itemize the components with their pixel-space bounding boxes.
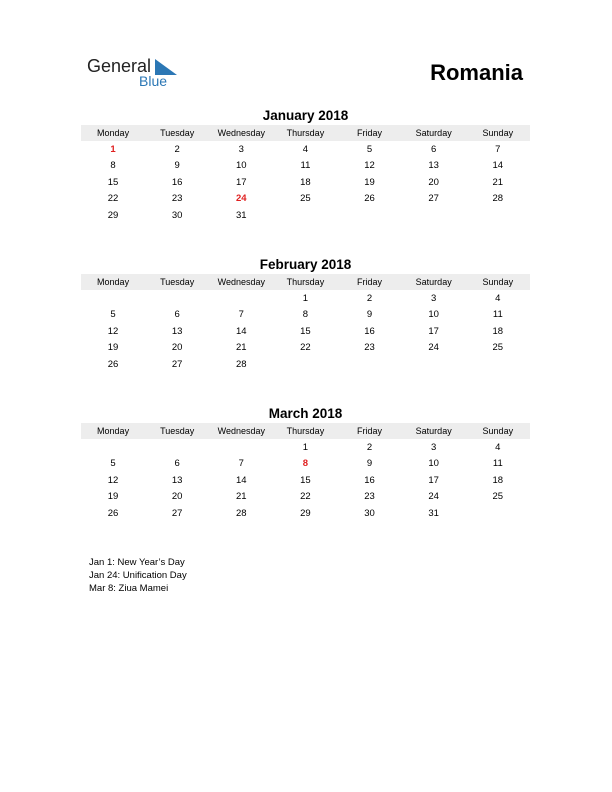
logo-blue-text: Blue (139, 73, 168, 89)
day-cell: 5 (110, 458, 116, 470)
week-row (81, 141, 530, 158)
day-cell: 15 (300, 325, 311, 337)
weekday-label: Sunday (482, 277, 514, 287)
week-row (81, 290, 530, 307)
day-cell: 20 (171, 491, 183, 503)
day-cell: 24 (236, 193, 247, 205)
day-cell: 31 (428, 507, 439, 519)
day-cell: 18 (492, 325, 504, 337)
day-cell: 13 (428, 160, 439, 172)
day-cell: 30 (364, 507, 375, 519)
day-cell: 20 (171, 342, 183, 354)
day-cell: 23 (364, 342, 375, 354)
weekday-label: Saturday (415, 128, 452, 138)
day-cell: 6 (174, 458, 180, 470)
day-cell: 5 (366, 143, 373, 155)
weekday-header-row (81, 274, 530, 290)
day-cell: 14 (492, 160, 504, 172)
day-cell: 26 (364, 193, 375, 205)
month-calendar (81, 405, 530, 522)
day-cell: 20 (428, 176, 439, 188)
weekday-label: Thursday (286, 128, 325, 138)
day-cell: 25 (492, 342, 504, 354)
day-cell: 6 (431, 143, 437, 155)
day-cell: 17 (236, 176, 247, 188)
day-cell: 14 (236, 474, 247, 486)
day-cell: 27 (171, 358, 183, 370)
day-cell: 26 (107, 507, 119, 519)
day-cell: 15 (107, 176, 119, 188)
day-cell: 30 (171, 209, 183, 221)
month-title: February 2018 (259, 257, 352, 272)
day-cell: 4 (495, 292, 501, 304)
day-cell: 9 (174, 160, 180, 172)
week-row (81, 505, 530, 522)
day-cell: 8 (302, 458, 309, 470)
weekday-label: Sunday (482, 128, 514, 138)
weekday-label: Saturday (415, 426, 452, 436)
day-cell: 3 (431, 292, 437, 304)
month-calendar (81, 107, 530, 224)
day-cell: 21 (236, 342, 247, 354)
day-cell: 19 (364, 176, 375, 188)
week-row (81, 307, 530, 324)
day-cell: 11 (300, 160, 311, 172)
month-calendar (81, 256, 530, 373)
day-cell: 1 (302, 292, 309, 304)
month-title: January 2018 (262, 108, 349, 123)
holiday-note: Mar 8: Ziua Mamei (89, 583, 169, 594)
day-cell: 19 (107, 491, 119, 503)
day-cell: 1 (302, 441, 309, 453)
weekday-label: Monday (97, 128, 130, 138)
weekday-label: Wednesday (217, 277, 265, 287)
day-cell: 5 (110, 309, 116, 321)
weekday-header-row (81, 125, 530, 141)
holiday-note: Jan 1: New Year’s Day (89, 557, 185, 568)
weekday-label: Monday (97, 277, 130, 287)
day-cell: 25 (300, 193, 311, 205)
day-cell: 29 (107, 209, 119, 221)
day-cell: 11 (492, 309, 503, 321)
day-cell: 9 (366, 458, 373, 470)
day-cell: 4 (302, 143, 309, 155)
day-cell: 21 (492, 176, 504, 188)
weekday-label: Friday (357, 426, 383, 436)
weekday-label: Tuesday (160, 426, 195, 436)
week-row (81, 472, 530, 489)
weekday-label: Wednesday (217, 426, 265, 436)
day-cell: 1 (110, 143, 116, 155)
day-cell: 7 (238, 309, 244, 321)
weekday-label: Monday (97, 426, 130, 436)
day-cell: 12 (364, 160, 375, 172)
holiday-notes (89, 556, 187, 595)
weekday-label: Friday (357, 128, 383, 138)
logo-general-text: General (87, 56, 152, 76)
day-cell: 25 (492, 491, 504, 503)
day-cell: 10 (236, 160, 247, 172)
day-cell: 16 (364, 325, 375, 337)
day-cell: 3 (238, 143, 244, 155)
day-cell: 14 (236, 325, 247, 337)
day-cell: 2 (366, 441, 373, 453)
country-title: Romania (430, 60, 523, 85)
day-cell: 12 (107, 474, 119, 486)
day-cell: 22 (300, 342, 311, 354)
day-cell: 16 (171, 176, 183, 188)
weekday-label: Tuesday (160, 277, 195, 287)
day-cell: 12 (107, 325, 119, 337)
day-cell: 19 (107, 342, 119, 354)
day-cell: 2 (366, 292, 373, 304)
day-cell: 28 (236, 358, 247, 370)
weekday-label: Friday (357, 277, 383, 287)
logo (87, 56, 187, 96)
day-cell: 15 (300, 474, 311, 486)
day-cell: 10 (428, 309, 439, 321)
day-cell: 18 (300, 176, 311, 188)
day-cell: 18 (492, 474, 504, 486)
month-title: March 2018 (268, 406, 343, 421)
day-cell: 7 (238, 458, 244, 470)
week-row (81, 174, 530, 191)
day-cell: 31 (236, 209, 247, 221)
day-cell: 16 (364, 474, 375, 486)
day-cell: 3 (431, 441, 437, 453)
weekday-label: Wednesday (217, 128, 265, 138)
day-cell: 13 (171, 474, 183, 486)
day-cell: 8 (110, 160, 116, 172)
day-cell: 22 (300, 491, 311, 503)
day-cell: 23 (171, 193, 183, 205)
day-cell: 22 (107, 193, 119, 205)
day-cell: 6 (174, 309, 180, 321)
day-cell: 24 (428, 342, 439, 354)
holiday-note: Jan 24: Unification Day (89, 570, 187, 581)
day-cell: 11 (492, 458, 503, 470)
day-cell: 28 (236, 507, 247, 519)
day-cell: 8 (302, 309, 309, 321)
week-row (81, 439, 530, 456)
day-cell: 28 (492, 193, 504, 205)
day-cell: 2 (174, 143, 180, 155)
weekday-label: Sunday (482, 426, 514, 436)
day-cell: 9 (366, 309, 373, 321)
week-row (81, 340, 530, 357)
weekday-label: Tuesday (160, 128, 195, 138)
weekday-label: Thursday (286, 426, 325, 436)
day-cell: 17 (428, 474, 439, 486)
week-row (81, 489, 530, 506)
day-cell: 10 (428, 458, 439, 470)
week-row (81, 323, 530, 340)
week-row (81, 207, 530, 224)
weekday-label: Thursday (286, 277, 325, 287)
day-cell: 24 (428, 491, 439, 503)
day-cell: 27 (171, 507, 183, 519)
week-row (81, 191, 530, 208)
day-cell: 7 (495, 143, 501, 155)
week-row (81, 158, 530, 175)
day-cell: 13 (171, 325, 183, 337)
weekday-label: Saturday (415, 277, 452, 287)
weekday-header-row (81, 423, 530, 439)
week-row (81, 356, 530, 373)
day-cell: 4 (495, 441, 501, 453)
day-cell: 21 (236, 491, 247, 503)
day-cell: 27 (428, 193, 439, 205)
day-cell: 17 (428, 325, 439, 337)
day-cell: 23 (364, 491, 375, 503)
week-row (81, 456, 530, 473)
day-cell: 26 (107, 358, 119, 370)
day-cell: 29 (300, 507, 311, 519)
